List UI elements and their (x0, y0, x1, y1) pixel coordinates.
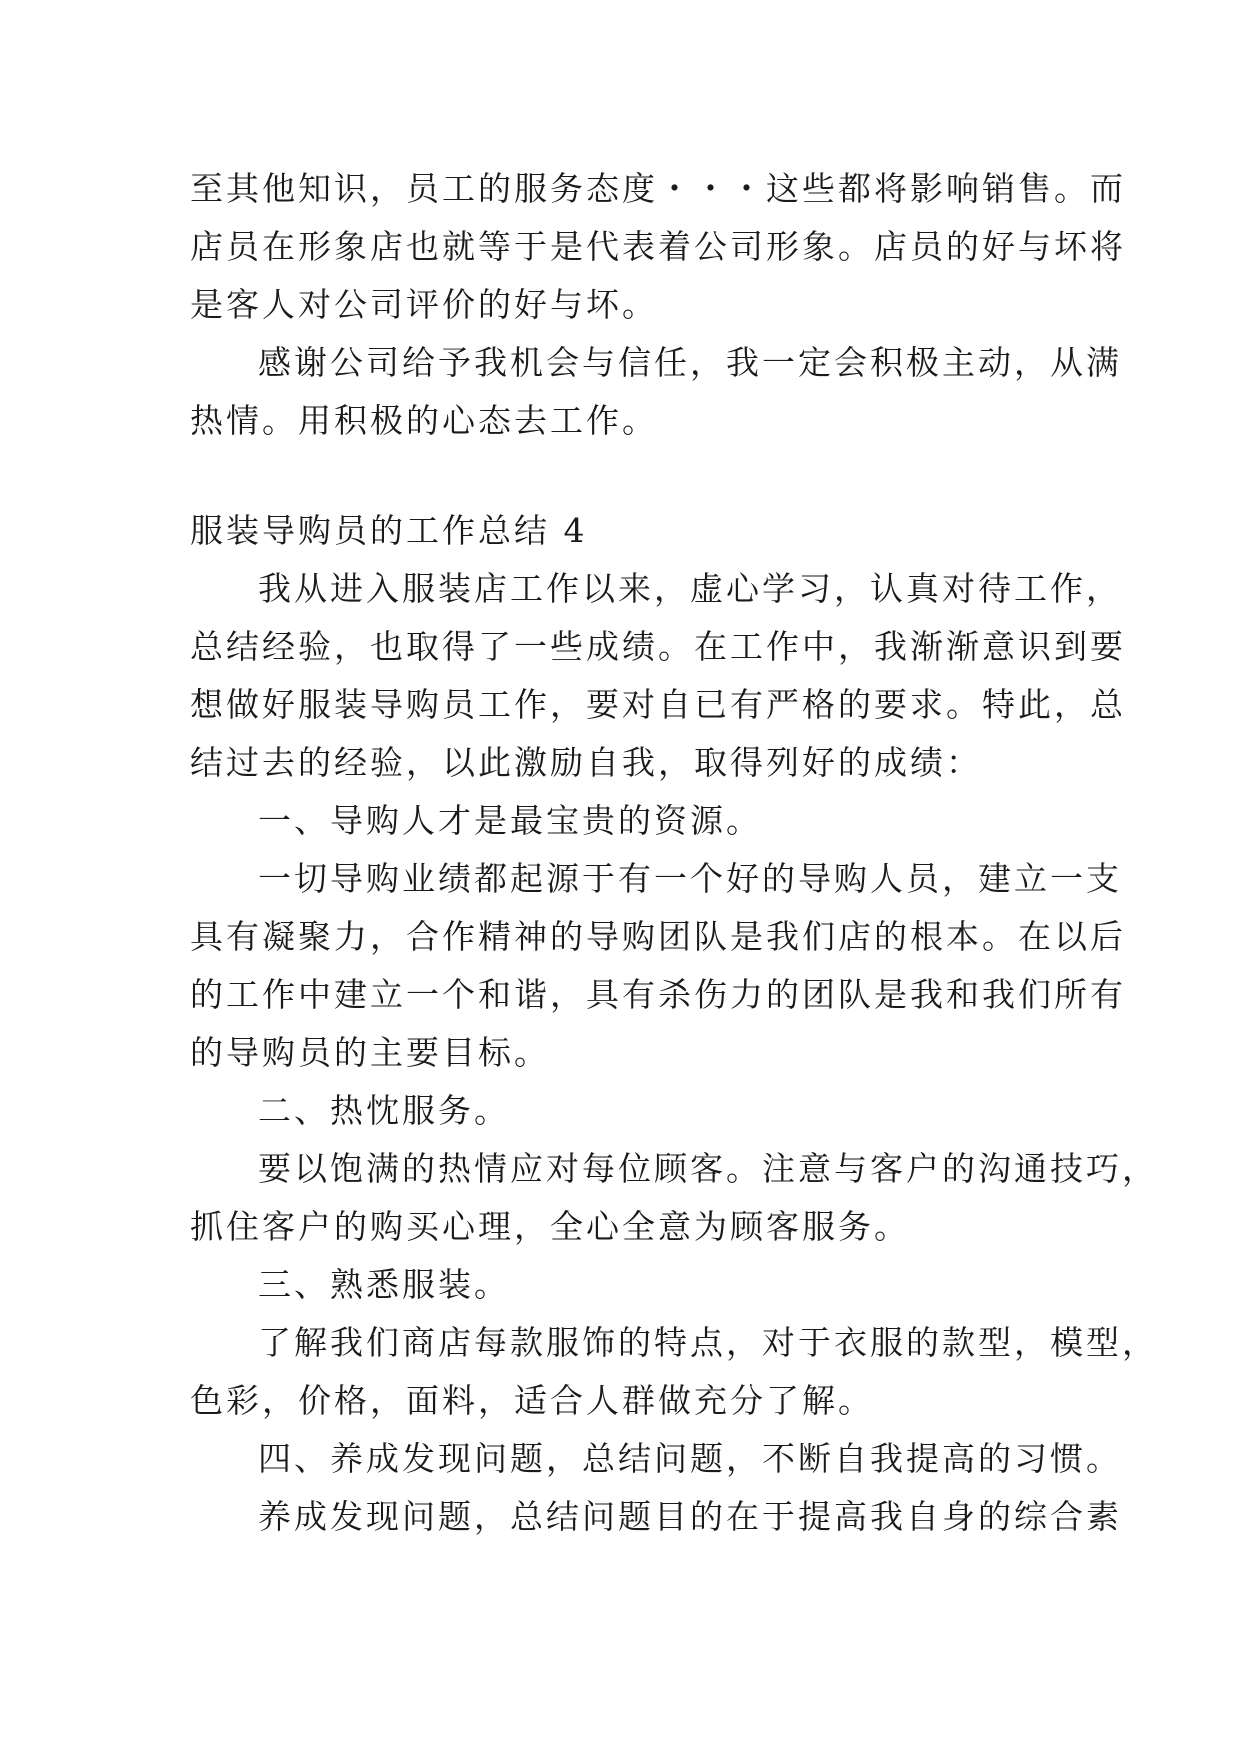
text-line: 热情。用积极的心态去工作。 (190, 401, 658, 440)
text-line: 具有凝聚力，合作精神的导购团队是我们店的根本。在以后 (190, 917, 1126, 956)
point-2-title: 二、热忱服务。 (258, 1091, 510, 1130)
point-4-body (190, 1488, 1122, 1546)
text-line: 至其他知识，员工的服务态度・・・这些都将影响销售。而 (190, 169, 1126, 208)
point-3-body (190, 1314, 1158, 1430)
document-body (190, 160, 1158, 1546)
paragraph-intro (190, 560, 1126, 792)
text-line: 想做好服装导购员工作，要对自已有严格的要求。特此，总 (190, 685, 1126, 724)
point-2-body (190, 1140, 1158, 1256)
text-line: 结过去的经验，以此激励自我，取得列好的成绩： (190, 743, 982, 782)
point-3-title: 三、熟悉服装。 (258, 1265, 510, 1304)
text-line: 店员在形象店也就等于是代表着公司形象。店员的好与坏将 (190, 227, 1126, 266)
paragraph-thanks (190, 334, 1122, 450)
section-heading (190, 502, 1070, 560)
point-4-title: 四、养成发现问题，总结问题，不断自我提高的习惯。 (258, 1439, 1122, 1478)
text-line: 色彩，价格，面料，适合人群做充分了解。 (190, 1381, 874, 1420)
paragraph-continuation (190, 160, 1126, 334)
text-line: 我从进入服装店工作以来，虚心学习，认真对待工作， (258, 569, 1122, 608)
text-line: 是客人对公司评价的好与坏。 (190, 285, 658, 324)
text-line: 抓住客户的购买心理，全心全意为顾客服务。 (190, 1207, 910, 1246)
text-line: 感谢公司给予我机会与信任，我一定会积极主动，从满 (258, 343, 1122, 382)
text-line: 养成发现问题，总结问题目的在于提高我自身的综合素 (258, 1497, 1122, 1536)
text-line: 总结经验，也取得了一些成绩。在工作中，我渐渐意识到要 (190, 627, 1126, 666)
text-line: 一切导购业绩都起源于有一个好的导购人员，建立一支 (258, 859, 1122, 898)
point-1-body (190, 850, 1126, 1082)
text-line: 的工作中建立一个和谐，具有杀伤力的团队是我和我们所有 (190, 975, 1126, 1014)
text-line: 了解我们商店每款服饰的特点，对于衣服的款型，模型， (258, 1323, 1158, 1362)
point-1-title: 一、导购人才是最宝贵的资源。 (258, 801, 762, 840)
section-heading-text: 服装导购员的工作总结 4 (190, 511, 588, 550)
text-line: 的导购员的主要目标。 (190, 1033, 550, 1072)
text-line: 要以饱满的热情应对每位顾客。注意与客户的沟通技巧， (258, 1149, 1158, 1188)
